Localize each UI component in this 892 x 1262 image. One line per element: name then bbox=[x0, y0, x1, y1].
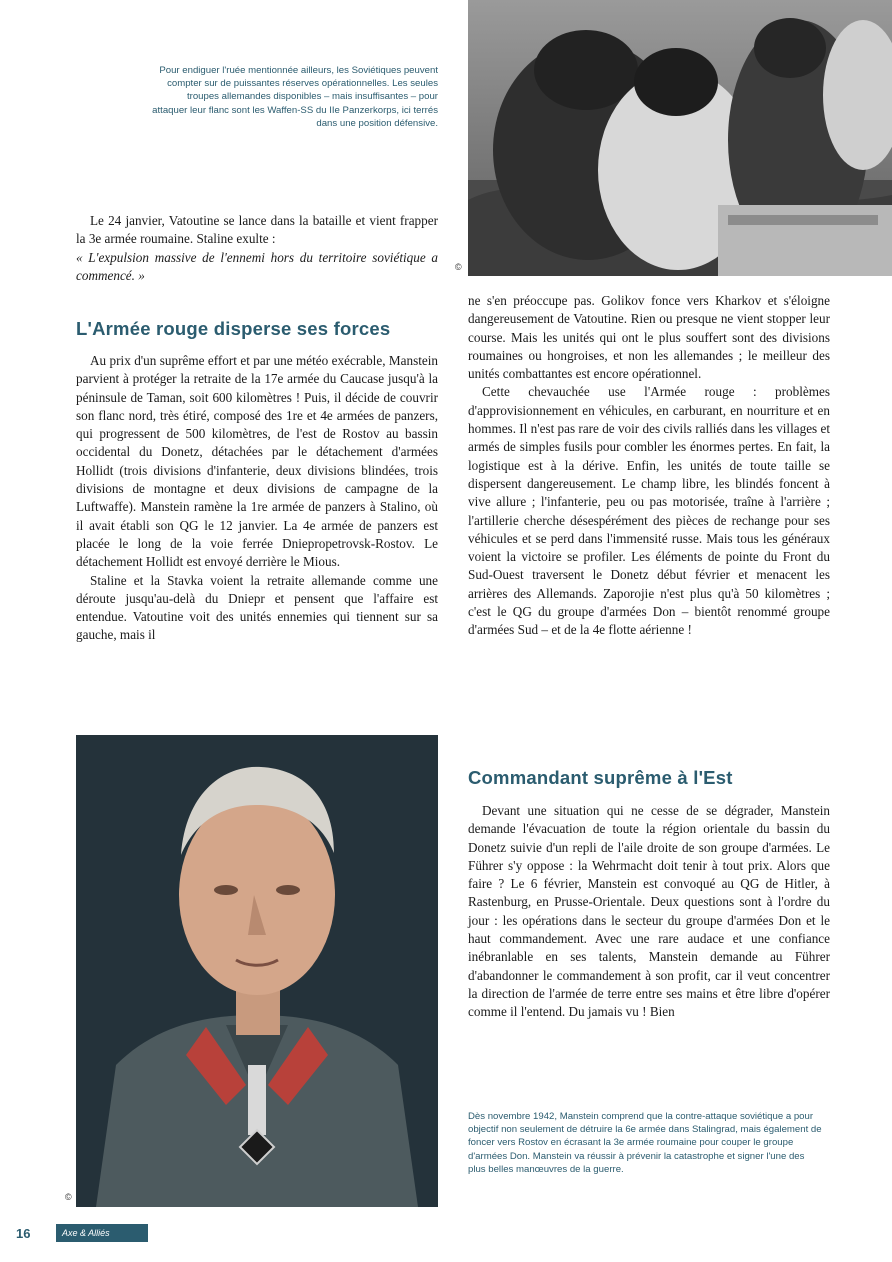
page-number: 16 bbox=[16, 1226, 31, 1241]
photo-credit-top: © bbox=[455, 262, 462, 272]
photo-portrait-manstein bbox=[76, 735, 438, 1207]
right-column-top bbox=[468, 292, 830, 640]
left-paragraph-1: Au prix d'un suprême effort et par une météo exécrable, Manstein parvient à protéger la retraite de la 17e armée du Caucase jusqu'à la péninsule de Taman, soit 600 kilomètres ! Puis, il décide de couvrir son flanc nord, très étiré, composé des 1re et 4e armées de panzers, qui progressent de 500 kilomètres, de l'est de Rostov au bassin occidental du Donetz, détachées par le détachement d'armées Hollidt (trois divisions d'infanterie, deux divisions blindées, trois divisions de montagne et deux divisions de campagne de la Luftwaffe). Manstein ramène la 1re armée de panzers à Stalino, où il avait établi son QG le 12 janvier. La 4e armée de panzers est placée le long de la voie ferrée Dniepropetrovsk-Rostov. Le détachement Hollidt est envoyé derrière le Mious. bbox=[76, 353, 438, 570]
heading-left: L'Armée rouge disperse ses forces bbox=[76, 318, 391, 339]
right-column-body bbox=[468, 802, 830, 1022]
right-paragraph-2: Cette chevauchée use l'Armée rouge : problèmes d'approvisionnement en véhicules, en carburant, en nourriture et en hommes. Il n'est pas rare de voir des civils ralliés dans les villages et armés de simples fusils pour combler les énormes pertes. En fait, la logistique est à la dérive. Enfin, les unités de toute taille se dispersent dangereusement. Le champ libre, les blindés foncent à vive allure ; l'infanterie, peu ou pas motorisée, traîne à l'arrière ; l'artillerie cherche désespérément des pièces de rechange pour ses véhicules et se perd dans l'immensité russe. Mais tous les généraux voient la victoire se profiler. Les éléments de pointe du Front du Sud-Ouest traversent le Donetz début février et menacent les arrières des Allemands. Zaporojie n'est plus qu'à 50 kilomètres ; c'est le QG du groupe d'armées Don – bientôt renommé groupe d'armées Sud – et de la 4e flotte aérienne ! bbox=[468, 384, 831, 638]
caption-top: Pour endiguer l'ruée mentionnée ailleurs, les Soviétiques peuvent compter sur de puissantes réserves opérationnelles. Les seules troupes allemandes disponibles – mais insuffisantes – pour attaquer leur flanc sont les Waffen-SS du IIe Panzerkorps, ici terrés dans une position défensive. bbox=[152, 65, 438, 129]
intro-paragraph: Le 24 janvier, Vatoutine se lance dans la bataille et vient frapper la 3e armée roumaine. Staline exulte : bbox=[76, 213, 438, 247]
caption-bottom: Dès novembre 1942, Manstein comprend que la contre-attaque soviétique a pour objectif non seulement de détruire la 6e armée dans Stalingrad, mais également de foncer vers Rostov en écrasant la 3e armée roumaine pour couper le groupe d'armées Don. Manstein va réussir à prévenir la catastrophe et signer l'une des plus belles manœuvres de la guerre. bbox=[468, 1111, 822, 1175]
portrait-illustration bbox=[76, 735, 438, 1207]
soldiers-photo-illustration bbox=[468, 0, 892, 276]
left-paragraph-2: Staline et la Stavka voient la retraite allemande comme une déroute jusqu'au-delà du Dniepr et pensent que l'affaire est entendue. Vatoutine voit des unités ennemies qui tiennent sur sa gauche, mais il bbox=[76, 572, 438, 643]
heading-right: Commandant suprême à l'Est bbox=[468, 767, 733, 788]
left-column-body bbox=[76, 352, 438, 645]
photo-credit-portrait: © bbox=[65, 1192, 72, 1202]
intro-quote: « L'expulsion massive de l'ennemi hors du territoire soviétique a commencé. » bbox=[76, 249, 438, 283]
photo-soldiers-trench bbox=[468, 0, 892, 276]
right-paragraph-3: Devant une situation qui ne cesse de se dégrader, Manstein demande l'évacuation de toute la région orientale du bassin du Donetz suivie d'un repli de l'aile droite de son groupe d'armées. Le Führer s'y oppose : la Wehrmacht doit tenir à tout prix. Alors que faire ? Le 6 février, Manstein est convoqué au QG de Hitler, à Rastenburg, en Prusse-Orientale. Deux questions sont à l'ordre du jour : les opérations dans le secteur du groupe d'armées Don et le haut commandement. Avec une rare audace et une confiance inébranlable en ses talents, Manstein demande au Führer d'abandonner le commandement à son profit, car il veut concentrer la direction de l'armée de terre entre ses mains et être libre d'opérer comme il l'entend. Du jamais vu ! Bien bbox=[468, 803, 830, 1020]
folio-label: Axe & Alliés bbox=[56, 1224, 148, 1242]
right-paragraph-1: ne s'en préoccupe pas. Golikov fonce vers Kharkov et s'éloigne dangereusement de Vatoutine. Rien ou presque ne vient stopper leur course. Mais les unités qui ont le plus souffert sont des divisions roumaines ou hongroises, et non les allemandes ; le meilleur des unités combattantes est encore opérationnel. bbox=[468, 293, 830, 382]
intro-text bbox=[76, 212, 438, 285]
